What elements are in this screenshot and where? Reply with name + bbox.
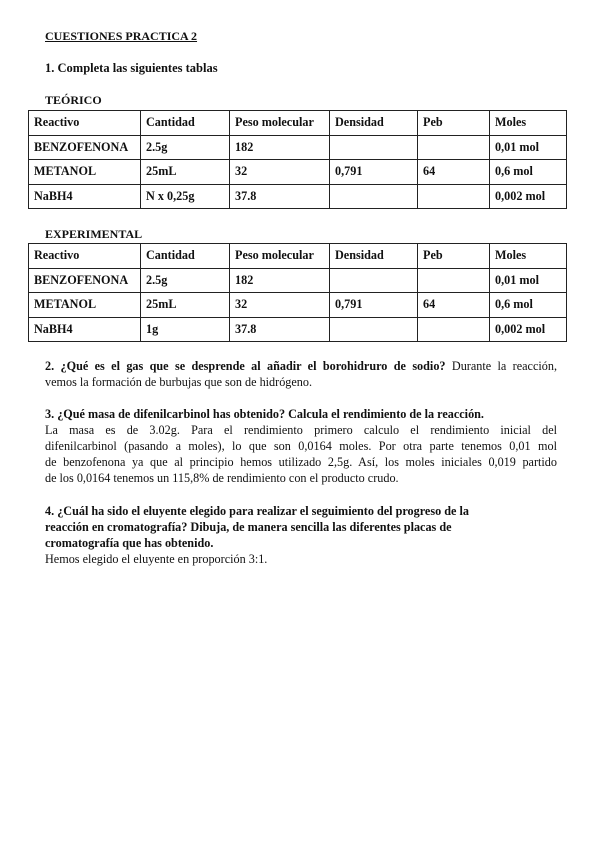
table-header-row bbox=[29, 244, 567, 269]
table-cell: NaBH4 bbox=[29, 184, 141, 209]
question-4-line: cromatografía que has obtenido. bbox=[45, 536, 214, 550]
header-cell: Densidad bbox=[330, 111, 418, 136]
header-cell: Peb bbox=[418, 244, 490, 269]
table-header-row bbox=[29, 111, 567, 136]
table-cell: NaBH4 bbox=[29, 317, 141, 342]
table-cell: 0,01 mol bbox=[490, 135, 567, 160]
table-cell: BENZOFENONA bbox=[29, 268, 141, 293]
table-cell: 0,791 bbox=[330, 160, 418, 185]
answer-3-line: de los 0,0164 tenemos un 115,8% de rendimiento con el producto crudo. bbox=[45, 471, 399, 485]
table-cell bbox=[418, 317, 490, 342]
table-row bbox=[29, 293, 567, 318]
table-experimental bbox=[28, 243, 567, 342]
table-cell: 25mL bbox=[141, 160, 230, 185]
table-cell: 64 bbox=[418, 160, 490, 185]
table-cell: 32 bbox=[230, 293, 330, 318]
answer-3-line: difenilcarbinol (pasando a moles), lo que son 0,0164 moles. Por otra parte tenemos 0,01 mol bbox=[45, 439, 557, 453]
question-3-block bbox=[45, 406, 557, 486]
page-title: CUESTIONES PRACTICA 2 bbox=[45, 29, 198, 43]
answer-3-line: La masa es de 3.02g. Para el rendimiento primero calculo el rendimiento inicial del bbox=[45, 423, 557, 437]
table-cell: 0,6 mol bbox=[490, 293, 567, 318]
table-cell: 0,01 mol bbox=[490, 268, 567, 293]
table-cell bbox=[418, 135, 490, 160]
table-cell: 2.5g bbox=[141, 268, 230, 293]
question-1: 1. Completa las siguientes tablas bbox=[45, 61, 218, 75]
table-cell: 182 bbox=[230, 135, 330, 160]
header-cell: Cantidad bbox=[141, 244, 230, 269]
header-cell: Moles bbox=[490, 111, 567, 136]
header-cell: Peso molecular bbox=[230, 244, 330, 269]
question-4-line: reacción en cromatografía? Dibuja, de manera sencilla las diferentes placas de bbox=[45, 520, 452, 534]
table-cell bbox=[330, 135, 418, 160]
table-label-experimental: EXPERIMENTAL bbox=[45, 227, 143, 241]
header-cell: Reactivo bbox=[29, 244, 141, 269]
table-cell bbox=[330, 268, 418, 293]
table-cell: 0,791 bbox=[330, 293, 418, 318]
header-cell: Peb bbox=[418, 111, 490, 136]
table-cell: 0,002 mol bbox=[490, 184, 567, 209]
table-cell: METANOL bbox=[29, 160, 141, 185]
question-2-line bbox=[45, 358, 557, 374]
header-cell: Moles bbox=[490, 244, 567, 269]
table-row bbox=[29, 317, 567, 342]
table-row bbox=[29, 184, 567, 209]
table-label-teorico: TEÓRICO bbox=[45, 93, 102, 107]
header-cell: Reactivo bbox=[29, 111, 141, 136]
question-3: 3. ¿Qué masa de difenilcarbinol has obtenido? Calcula el rendimiento de la reacción. bbox=[45, 407, 484, 421]
answer-4: Hemos elegido el eluyente en proporción 3:1. bbox=[45, 552, 268, 566]
question-2: 2. ¿Qué es el gas que se desprende al añadir el borohidruro de sodio? bbox=[45, 359, 446, 373]
table-cell: 182 bbox=[230, 268, 330, 293]
table-teorico bbox=[28, 110, 567, 209]
answer-2-end: vemos la formación de burbujas que son de hidrógeno. bbox=[45, 375, 313, 389]
table-cell: BENZOFENONA bbox=[29, 135, 141, 160]
table-cell bbox=[418, 184, 490, 209]
table-cell: 2.5g bbox=[141, 135, 230, 160]
table-cell: 37.8 bbox=[230, 184, 330, 209]
table-row bbox=[29, 135, 567, 160]
table-cell: 0,002 mol bbox=[490, 317, 567, 342]
question-4-line: 4. ¿Cuál ha sido el eluyente elegido para realizar el seguimiento del progreso de la bbox=[45, 504, 469, 518]
table-cell: 32 bbox=[230, 160, 330, 185]
table-cell: N x 0,25g bbox=[141, 184, 230, 209]
header-cell: Cantidad bbox=[141, 111, 230, 136]
table-cell bbox=[330, 184, 418, 209]
table-row bbox=[29, 268, 567, 293]
table-cell: 64 bbox=[418, 293, 490, 318]
table-cell: METANOL bbox=[29, 293, 141, 318]
table-cell bbox=[418, 268, 490, 293]
question-4-block bbox=[45, 503, 557, 567]
table-cell: 1g bbox=[141, 317, 230, 342]
table-row bbox=[29, 160, 567, 185]
answer-3-line: de benzofenona ya que al principio hemos utilizado 2,5g. Así, los moles iniciales 0,019 partido bbox=[45, 455, 557, 469]
table-cell: 37.8 bbox=[230, 317, 330, 342]
answer-2-start: Durante la reacción, bbox=[451, 359, 557, 373]
header-cell: Densidad bbox=[330, 244, 418, 269]
table-cell: 0,6 mol bbox=[490, 160, 567, 185]
header-cell: Peso molecular bbox=[230, 111, 330, 136]
table-cell: 25mL bbox=[141, 293, 230, 318]
question-2-block bbox=[45, 358, 557, 390]
table-cell bbox=[330, 317, 418, 342]
